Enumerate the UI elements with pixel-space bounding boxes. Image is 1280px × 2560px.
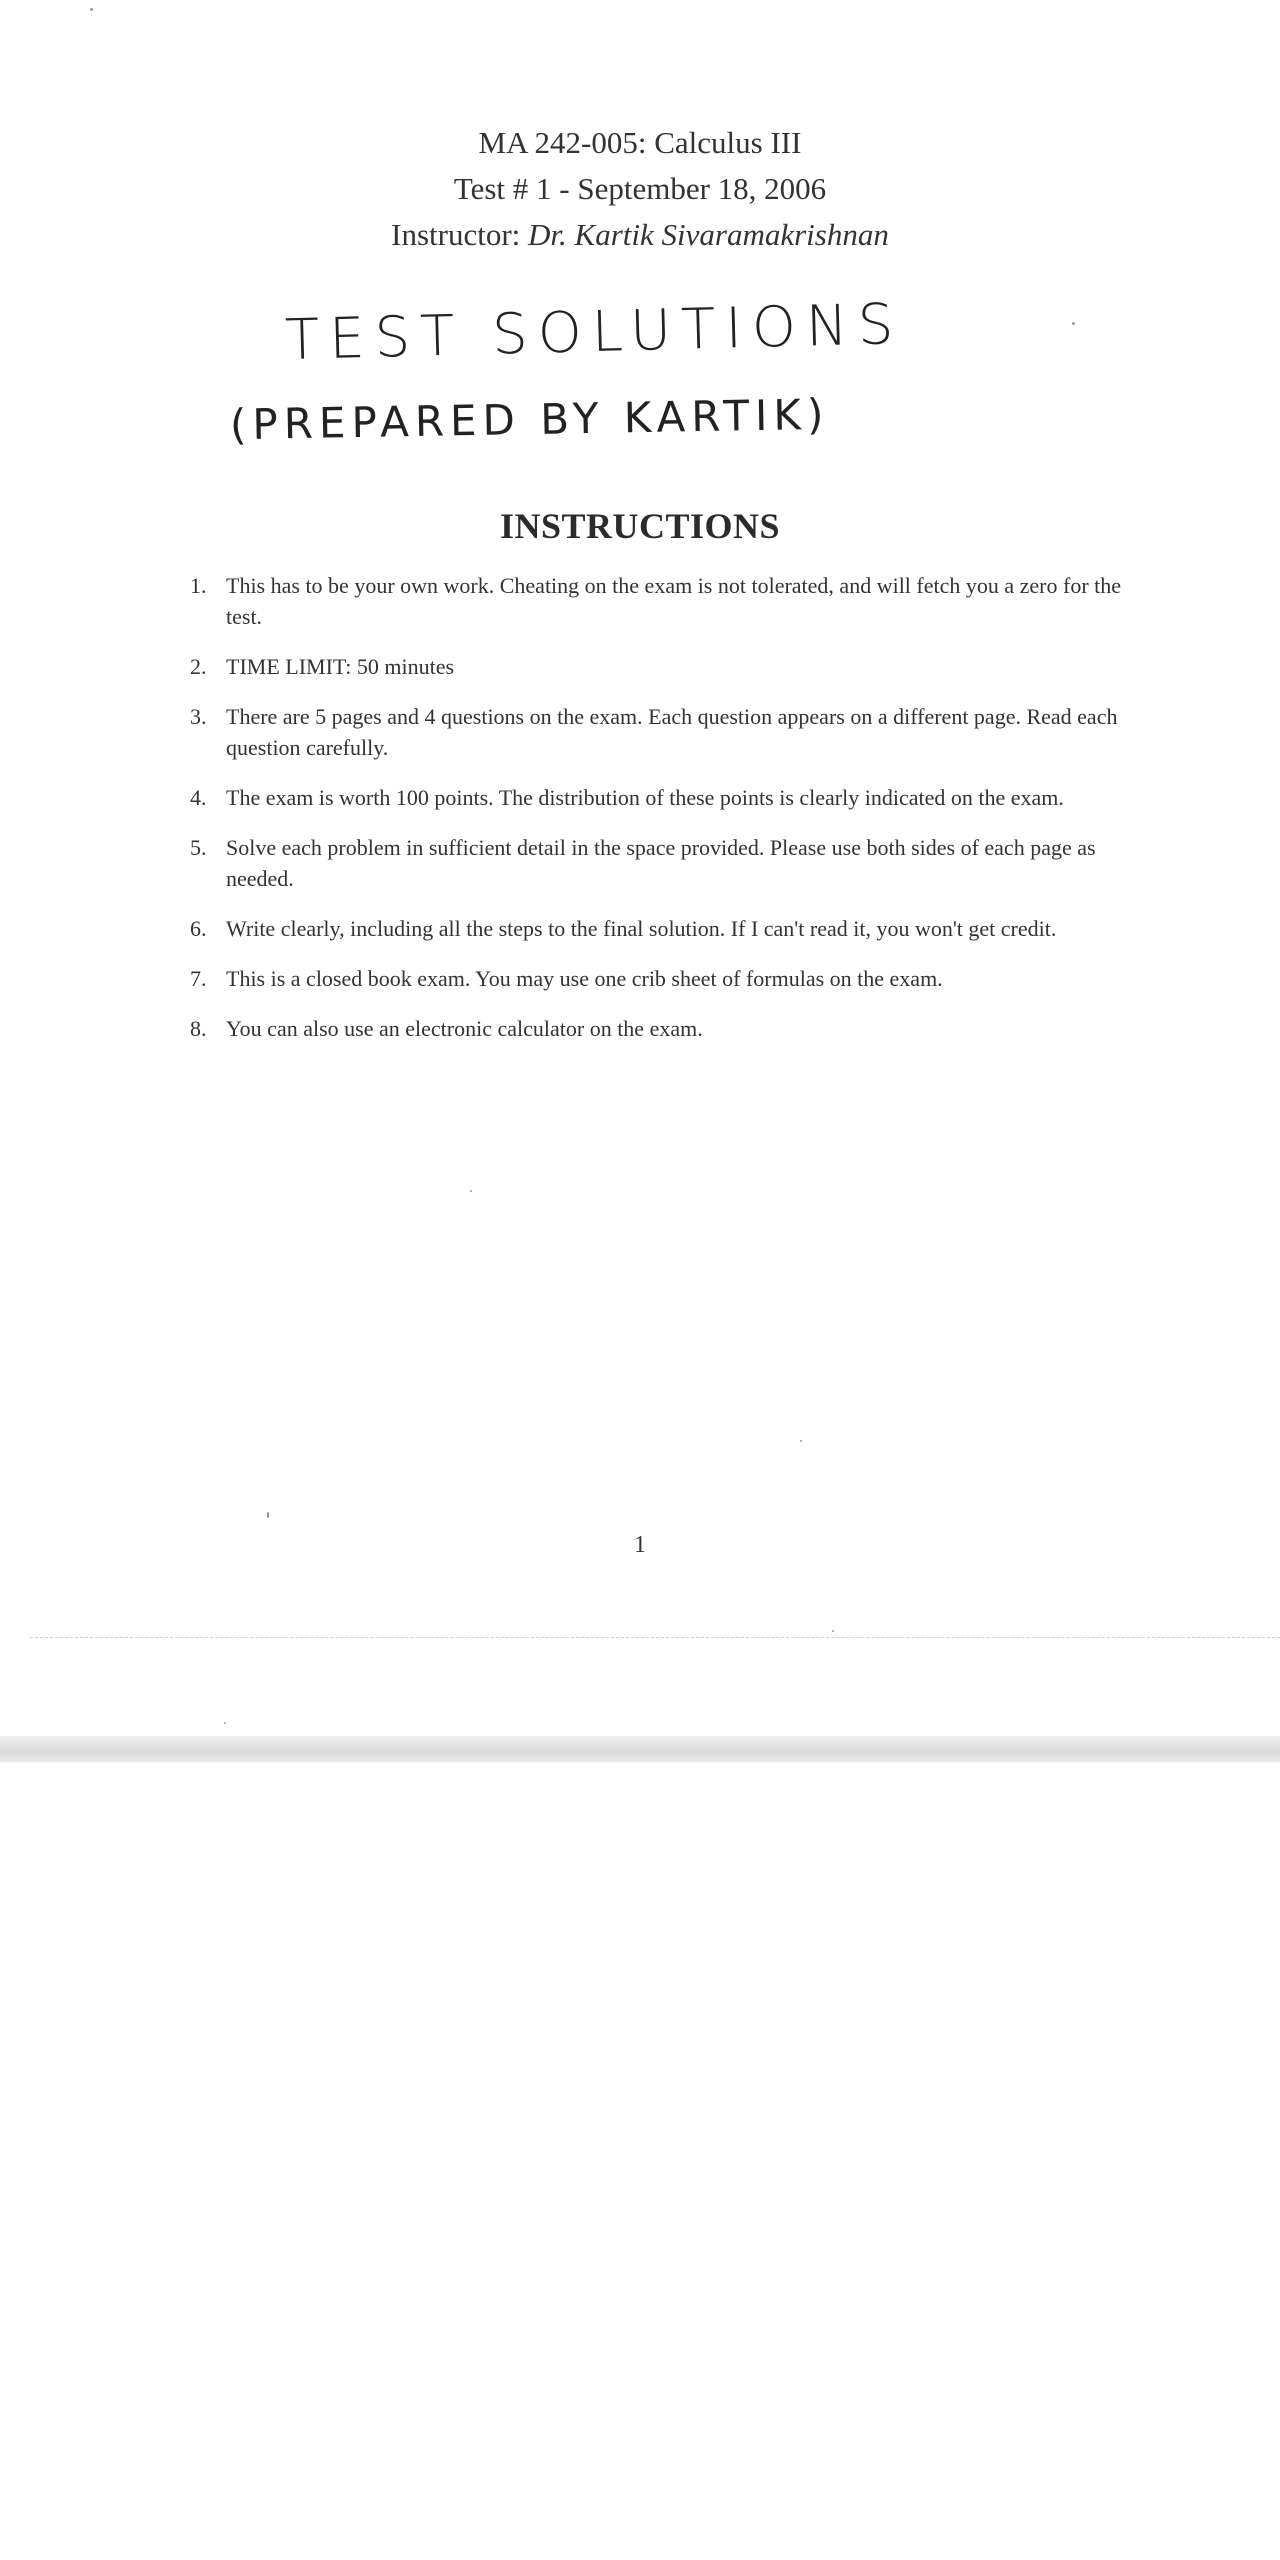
list-item [190,570,1140,632]
instructor-label: Instructor: [391,217,521,252]
item-number: 8. [190,1016,207,1041]
exam-header [0,120,1280,258]
item-number: 5. [190,835,207,860]
item-number: 6. [190,916,207,941]
scan-speck [470,1190,472,1192]
list-item [190,963,1140,994]
list-item [190,701,1140,763]
scan-fold-line [30,1637,1280,1638]
item-number: 4. [190,785,207,810]
item-text: You can also use an electronic calculator on the exam. [226,1016,703,1041]
scan-speck [224,1722,226,1724]
list-item [190,782,1140,813]
item-number: 1. [190,573,207,598]
scan-speck [90,8,93,11]
item-text: The exam is worth 100 points. The distribution of these points is clearly indicated on the exam. [226,785,1064,810]
list-item [190,913,1140,944]
test-date-line: Test # 1 - September 18, 2006 [453,171,827,206]
list-item [190,832,1140,894]
item-text: Write clearly, including all the steps to the final solution. If I can't read it, you won't get credit. [226,916,1057,941]
handwritten-prepared-by: (PREPARED BY KARTIK) [229,389,830,450]
item-number: 7. [190,966,207,991]
instructions-heading: INSTRUCTIONS [499,506,781,546]
item-text: TIME LIMIT: 50 minutes [226,654,455,679]
scan-speck [800,1440,802,1442]
scan-speck [1072,322,1075,325]
item-number: 2. [190,654,207,679]
item-text: Solve each problem in sufficient detail in the space provided. Please use both sides of each page as needed. [226,835,1096,891]
list-item [190,651,1140,682]
scan-speck [267,1512,269,1518]
item-text: This has to be your own work. Cheating on the exam is not tolerated, and will fetch you a zero for the test. [226,573,1122,629]
item-text: There are 5 pages and 4 questions on the exam. Each question appears on a different page. Read each question carefully. [226,704,1118,760]
course-title: MA 242-005: Calculus III [478,125,802,160]
instructor-line [0,212,1280,258]
scan-speck [832,1630,834,1632]
instructor-name: Dr. Kartik Sivaramakrishnan [528,217,889,252]
list-item [190,1013,1140,1044]
item-text: This is a closed book exam. You may use one crib sheet of formulas on the exam. [226,966,943,991]
handwritten-test-solutions: TEST SOLUTIONS [284,291,905,374]
scan-page-edge [0,1736,1280,1762]
instructions-list [190,570,1140,1063]
item-number: 3. [190,704,207,729]
page-number: 1 [634,1532,646,1558]
